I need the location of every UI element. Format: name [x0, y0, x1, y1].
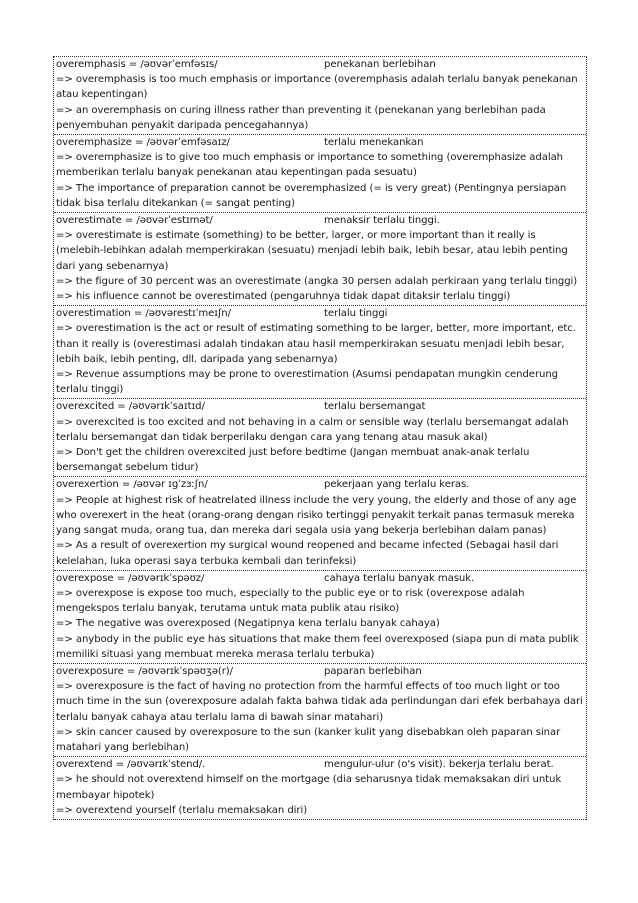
entry-header — [56, 57, 584, 72]
headword-pronunciation: overexpose = /əʊvərɪkˈspəʊz/ — [56, 572, 205, 584]
dictionary-entry — [54, 213, 586, 306]
headword-pronunciation: overemphasis = /əʊvərˈemfəsɪs/ — [56, 59, 218, 70]
translation: menaksir terlalu tinggi. — [324, 215, 440, 227]
example-line: => overextend yourself (terlalu memaksakan diri) — [56, 804, 308, 816]
example-line: => The importance of preparation cannot be overemphasized (= is very great) (Pentingnya persiapan tidak bisa terlalu ditekankan (= sangat penting) — [56, 182, 567, 209]
example-line: => overemphasis is too much emphasis or importance (overemphasis adalah terlalu banyak penekanan atau kepentingan) — [56, 74, 578, 101]
example-line: => People at highest risk of heatrelated illness include the very young, the elderly and those of any age who overexert in the heat (orang-orang dengan risiko tertinggi penyakit terkait panas termasuk mereka yang sangat muda, orang tua, dan mereka dari segala usia yang bekerja berlebihan dalam panas) — [56, 494, 577, 537]
translation: terlalu menekankan — [324, 137, 424, 149]
example-line: => overemphasize is to give too much emphasis or importance to something (overemphasize adalah memberikan terlalu banyak penekanan atau kepentingan pada sesuatu) — [56, 152, 563, 179]
headword-pronunciation: overexposure = /əʊvərɪkˈspəʊʒə(r)/ — [56, 665, 233, 677]
translation: terlalu tinggi — [324, 308, 388, 320]
entry-header — [56, 477, 584, 492]
translation: mengulur-ulur (o's visit). bekerja terlalu berat. — [324, 759, 554, 771]
dictionary-entry — [54, 135, 586, 213]
entry-header — [56, 135, 584, 150]
example-line: => overestimate is estimate (something) to be better, larger, or more important than it really is (melebih-lebihkan adalah memperkirakan (sesuatu) menjadi lebih baik, lebih besar, atau lebih penting dari yang sebenarnya) — [56, 230, 568, 272]
entry-list — [54, 57, 586, 820]
example-line: => overexpose is expose too much, especially to the public eye or to risk (overexpose adalah mengekspos terlalu banyak, terutama untuk mata publik atau risiko) — [56, 587, 525, 615]
example-line: => The negative was overexposed (Negatipnya kena terlalu banyak cahaya) — [56, 618, 440, 630]
example-line: => overestimation is the act or result of estimating something to be larger, better, more important, etc. than it really is (overestimasi adalah tindakan atau hasil memperkirakan sesuatu menjadi lebih besar, lebih baik, lebih penting, dll. daripada yang sebenarnya) — [56, 323, 576, 365]
entry-header — [56, 571, 584, 586]
dictionary-entry — [54, 757, 586, 820]
dictionary-entry — [54, 306, 586, 399]
dictionary-entry — [54, 664, 586, 757]
example-line: => an overemphasis on curing illness rather than preventing it (penekanan yang berlebihan pada penyembuhan penyakit daripada pencegahannya) — [56, 104, 546, 131]
example-line: => As a result of overexertion my surgical wound reopened and became infected (Sebagai hasil dari kelelahan, luka operasi saya terbuka kembali dan terinfeksi) — [56, 540, 559, 567]
dictionary-entry — [54, 399, 586, 477]
headword-pronunciation: overexertion = /əʊvər ɪgˈzɜːʃn/ — [56, 479, 208, 491]
headword-pronunciation: overexcited = /əʊvərɪkˈsaɪtɪd/ — [56, 401, 205, 413]
headword-pronunciation: overextend = /əʊvərɪkˈstend/. — [56, 759, 206, 771]
headword-pronunciation: overestimate = /əʊvərˈestɪmət/ — [56, 215, 213, 227]
translation: terlalu bersemangat — [324, 401, 426, 413]
example-line: => his influence cannot be overestimated (pengaruhnya tidak dapat ditaksir terlalu tinggi) — [56, 291, 511, 303]
translation: pekerjaan yang terlalu keras. — [324, 479, 470, 491]
headword-pronunciation: overemphasize = /əʊvərˈemfəsaɪz/ — [56, 137, 230, 149]
entry-header — [56, 757, 584, 772]
headword-pronunciation: overestimation = /əʊvərestɪˈmeɪʃn/ — [56, 308, 231, 320]
translation: cahaya terlalu banyak masuk. — [324, 572, 475, 584]
entry-header — [56, 306, 584, 321]
entry-header — [56, 399, 584, 414]
dictionary-page — [53, 56, 587, 820]
example-line: => he should not overextend himself on the mortgage (dia seharusnya tidak memaksakan diri untuk membayar hipotek) — [56, 774, 562, 801]
dictionary-entry — [54, 477, 586, 570]
entry-header — [56, 664, 584, 679]
example-line: => skin cancer caused by overexposure to the sun (kanker kulit yang disebabkan oleh paparan sinar matahari yang berlebihan) — [56, 726, 561, 753]
example-line: => Revenue assumptions may be prone to overestimation (Asumsi pendapatan mungkin cenderung terlalu tinggi) — [56, 369, 558, 396]
example-line: => overexcited is too excited and not behaving in a calm or sensible way (terlalu bersemangat adalah terlalu bersemangat dan tidak berperilaku dengan cara yang tenang atau masuk akal) — [56, 416, 569, 443]
example-line: => anybody in the public eye has situations that make them feel overexposed (siapa pun di mata publik memiliki situasi yang membuat mereka merasa terlalu terbuka) — [56, 633, 579, 660]
example-line: => overexposure is the fact of having no protection from the harmful effects of too much light or too much time in the sun (overexposure adalah fakta bahwa tidak ada perlindungan dari efek berbahaya dari terlalu banyak cahaya atau terlalu lama di bawah sinar matahari) — [56, 681, 583, 723]
example-line: => Don't get the children overexcited just before bedtime (Jangan membuat anak-anak terlalu bersemangat sebelum tidur) — [56, 447, 530, 474]
entry-header — [56, 213, 584, 228]
translation: paparan berlebihan — [324, 665, 422, 677]
dictionary-entry — [54, 57, 586, 135]
dictionary-entry — [54, 571, 586, 664]
translation: penekanan berlebihan — [324, 59, 436, 70]
example-line: => the figure of 30 percent was an overestimate (angka 30 persen adalah perkiraan yang terlalu tinggi) — [56, 275, 578, 287]
